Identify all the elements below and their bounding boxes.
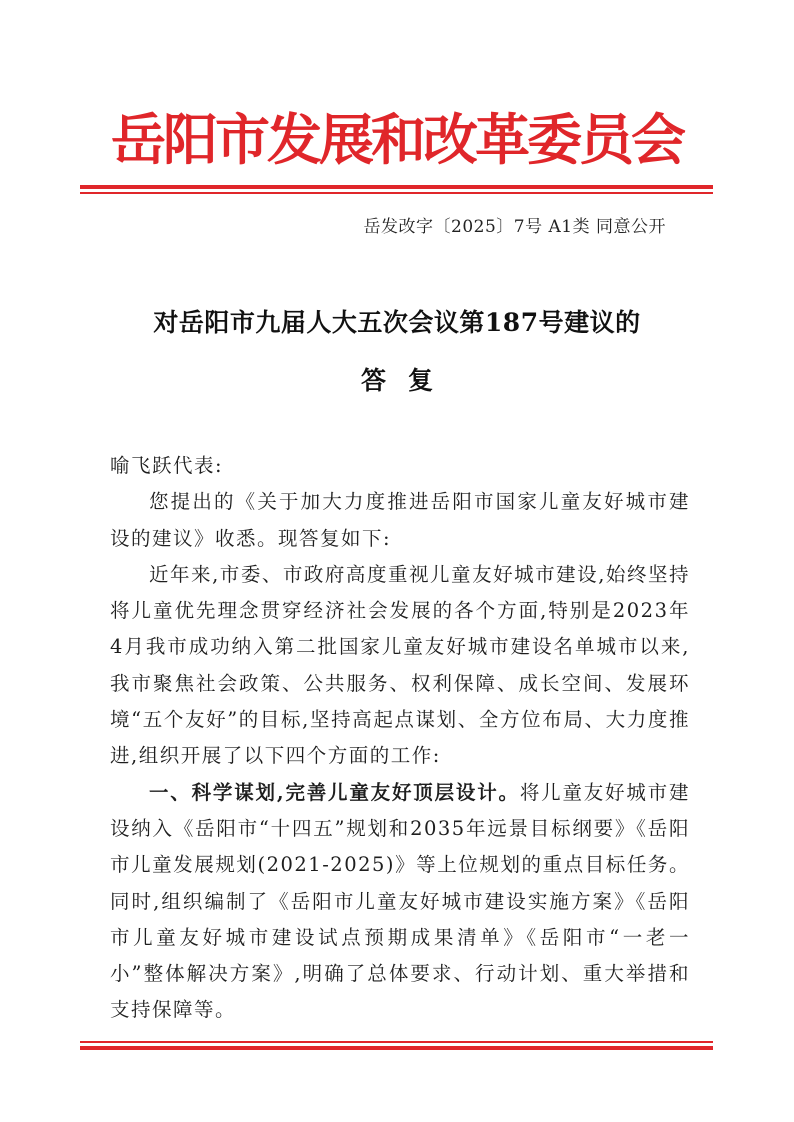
document-title-line2: 答复 [360, 366, 455, 395]
paragraph-section-1 [110, 775, 690, 1029]
header-divider-thick [80, 185, 713, 189]
paragraph-background: 近年来,市委、市政府高度重视儿童友好城市建设,始终坚持将儿童优先理念贯穿经济社会发展的各个方面,特别是2023年4月我市成功纳入第二批国家儿童友好城市建设名单城市以来,我市聚焦社会政策、公共服务、权利保障、成长空间、发展环境“五个友好”的目标,坚持高起点谋划、全方位布局、大力度推进,组织开展了以下四个方面的工作: [110, 562, 690, 768]
document-body [110, 448, 690, 1029]
org-letterhead-title: 岳阳市发展和改革委员会 [110, 108, 683, 172]
footer-divider-thin [80, 1041, 713, 1043]
document-number: 岳发改字〔2025〕7号 A1类 同意公开 [363, 217, 666, 237]
document-title-line1: 对岳阳市九届人大五次会议第187号建议的 [153, 308, 641, 337]
section-1-heading: 一、科学谋划,完善儿童友好顶层设计。 [149, 780, 520, 804]
footer-divider-thick [80, 1046, 713, 1050]
salutation: 喻飞跃代表: [110, 454, 224, 477]
section-1-text: 将儿童友好城市建设纳入《岳阳市“十四五”规划和2035年远景目标纲要》《岳阳市儿童发展规划(2021-2025)》等上位规划的重点目标任务。同时,组织编制了《岳阳市儿童友好城市建设实施方案》《岳阳市儿童友好城市建设试点预期成果清单》《岳阳市“一老一小”整体解决方案》,明确了总体要求、行动计划、重大举措和支持保障等。 [110, 780, 690, 1022]
header-divider-thin [80, 192, 713, 194]
paragraph-intro: 您提出的《关于加大力度推进岳阳市国家儿童友好城市建设的建议》收悉。现答复如下: [110, 490, 690, 550]
